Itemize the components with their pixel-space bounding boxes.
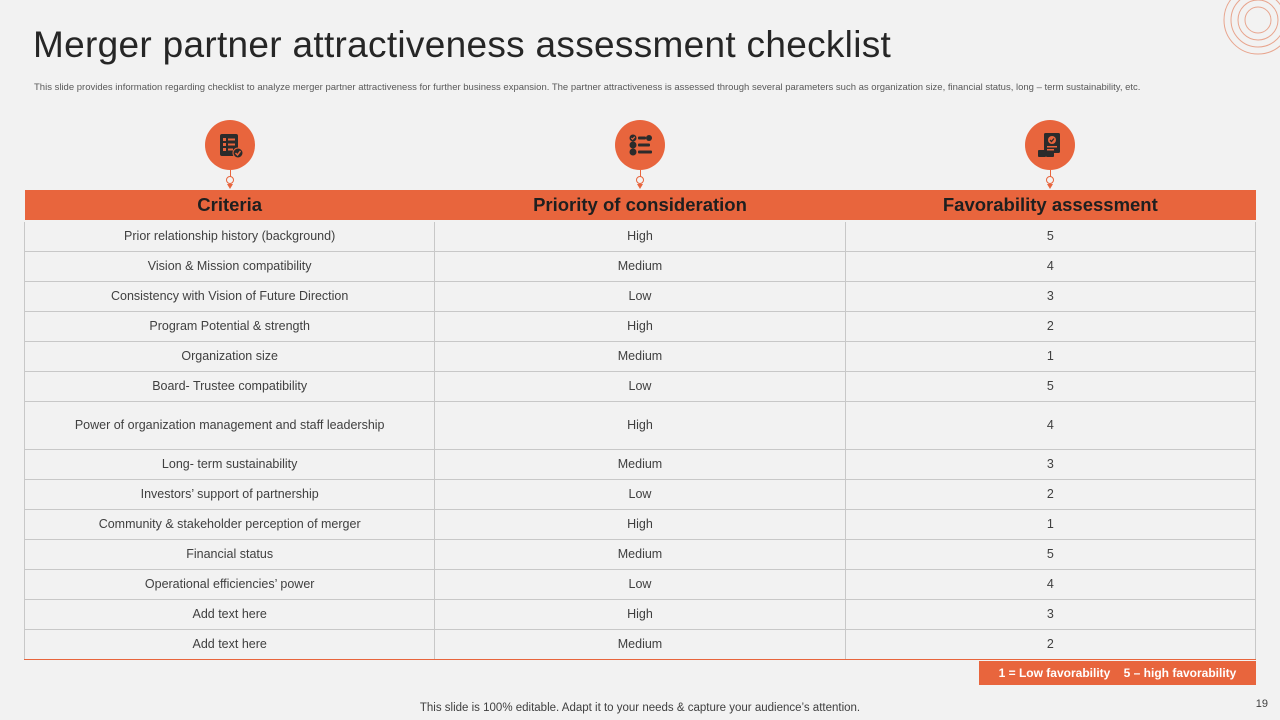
priority-column-icon: [615, 120, 665, 190]
table-row: [25, 449, 1256, 479]
priority-cell: Low: [435, 569, 845, 599]
table-row: [25, 539, 1256, 569]
priority-cell: High: [435, 221, 845, 251]
score-cell: 5: [845, 221, 1255, 251]
score-cell: 3: [845, 599, 1255, 629]
criteria-cell: Program Potential & strength: [25, 311, 435, 341]
score-cell: 2: [845, 629, 1255, 659]
slide-title: Merger partner attractiveness assessment checklist: [33, 24, 892, 65]
criteria-cell: Investors’ support of partnership: [25, 479, 435, 509]
score-cell: 3: [845, 281, 1255, 311]
footer-note: This slide is 100% editable. Adapt it to your needs & capture your audience’s attention.: [419, 702, 861, 714]
header-criteria: Criteria: [25, 190, 435, 221]
score-cell: 4: [845, 569, 1255, 599]
priority-cell: High: [435, 509, 845, 539]
priority-cell: Medium: [435, 341, 845, 371]
priority-cell: Low: [435, 281, 845, 311]
criteria-cell: Vision & Mission compatibility: [25, 251, 435, 281]
assessment-document-icon: [1035, 130, 1065, 160]
criteria-cell: Board- Trustee compatibility: [25, 371, 435, 401]
criteria-cell: Consistency with Vision of Future Direction: [25, 281, 435, 311]
header-favorability: Favorability assessment: [845, 190, 1255, 221]
priority-cell: Medium: [435, 539, 845, 569]
score-cell: 2: [845, 479, 1255, 509]
score-cell: 4: [845, 401, 1255, 449]
page-number: 19: [1255, 698, 1268, 710]
table-row: [25, 341, 1256, 371]
priority-cell: Low: [435, 479, 845, 509]
criteria-cell: Financial status: [25, 539, 435, 569]
score-cell: 5: [845, 539, 1255, 569]
score-cell: 2: [845, 311, 1255, 341]
score-cell: 5: [845, 371, 1255, 401]
criteria-cell: Prior relationship history (background): [25, 221, 435, 251]
priority-cell: High: [435, 599, 845, 629]
header-priority: Priority of consideration: [435, 190, 845, 221]
criteria-cell: Organization size: [25, 341, 435, 371]
criteria-cell: Power of organization management and staff leadership: [25, 401, 435, 449]
table-row: [25, 569, 1256, 599]
table-row: [25, 629, 1256, 659]
criteria-cell: Long- term sustainability: [25, 449, 435, 479]
table-row: [25, 401, 1256, 449]
priority-cell: High: [435, 401, 845, 449]
priority-list-icon: [625, 130, 655, 160]
score-cell: 1: [845, 509, 1255, 539]
table-row: [25, 371, 1256, 401]
score-cell: 4: [845, 251, 1255, 281]
assessment-table: [24, 190, 1256, 660]
favorability-legend: 1 = Low favorability 5 – high favorability: [979, 661, 1256, 685]
table-row: [25, 479, 1256, 509]
score-cell: 3: [845, 449, 1255, 479]
slide-subtitle: This slide provides information regarding checklist to analyze merger partner attractiveness for further business expansion. The partner attractiveness is assessed through several parameters such as organization size, financial status, long – term sustainability, etc.: [34, 82, 1141, 93]
table-row: [25, 599, 1256, 629]
table-row: [25, 509, 1256, 539]
score-cell: 1: [845, 341, 1255, 371]
table-row: [25, 251, 1256, 281]
favorability-column-icon: [1025, 120, 1075, 190]
priority-cell: High: [435, 311, 845, 341]
table-header-row: [25, 190, 1256, 221]
criteria-cell: Add text here: [25, 599, 435, 629]
table-row: [25, 281, 1256, 311]
concentric-circles-decoration: [1210, 0, 1280, 70]
criteria-cell: Community & stakeholder perception of merger: [25, 509, 435, 539]
priority-cell: Medium: [435, 251, 845, 281]
priority-cell: Low: [435, 371, 845, 401]
criteria-cell: Add text here: [25, 629, 435, 659]
priority-cell: Medium: [435, 629, 845, 659]
priority-cell: Medium: [435, 449, 845, 479]
criteria-column-icon: [205, 120, 255, 190]
criteria-cell: Operational efficiencies’ power: [25, 569, 435, 599]
table-row: [25, 311, 1256, 341]
table-row: [25, 221, 1256, 251]
checklist-icon: [215, 130, 245, 160]
